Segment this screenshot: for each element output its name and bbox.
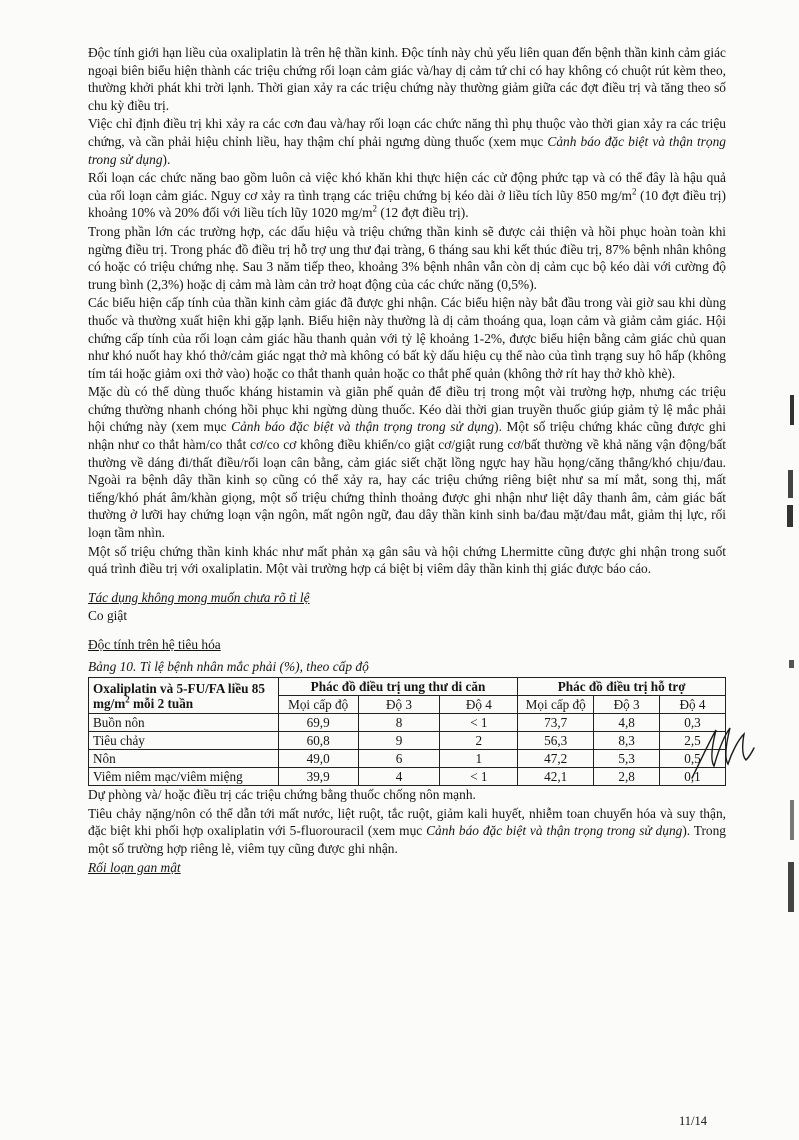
table-subheader: Độ 4 — [440, 696, 518, 714]
paragraph-other-neuro: Một số triệu chứng thần kinh khác như mất phản xạ gân sâu và hội chứng Lhermitte cũng được ghi nhận trong suốt quá trình điều trị với oxaliplatin. Một vài trường hợp cá biệt bị viêm dây thần kinh thị giác được báo cáo. — [88, 543, 726, 577]
cross-reference: Cảnh báo đặc biệt và thận trọng trong sử dụng — [426, 823, 683, 839]
table-corner-header: Oxaliplatin và 5-FU/FA liều 85 $mg/m^2$ mỗi 2 tuần — [89, 678, 279, 714]
table-group-metastatic: Phác đồ điều trị ung thư di căn — [278, 678, 518, 696]
cell: 0,3 — [660, 714, 726, 732]
row-label: Buồn nôn — [89, 714, 279, 732]
table-row — [89, 714, 726, 732]
cell: 73,7 — [518, 714, 594, 732]
signature-icon — [688, 722, 758, 782]
heading-gi-toxicity: Độc tính trên hệ tiêu hóa — [88, 637, 221, 652]
table-subheader: Độ 3 — [594, 696, 660, 714]
heading-unknown-frequency: Tác dụng không mong muốn chưa rõ tỉ lệ — [88, 589, 310, 605]
paragraph-acute-symptoms: Các biểu hiện cấp tính của thần kinh cảm giác đã được ghi nhận. Các biểu hiện này bắt đầu trong vài giờ sau khi dùng thuốc và thường xuất hiện khi gặp lạnh. Biểu hiện này thường là dị cảm thoáng qua, loạn cảm và giảm cảm giác. Hội chứng cấp tính của rối loạn cảm giác hầu thanh quản với tỷ lệ khoảng 1-2%, được biểu hiện bằng cảm giác chủ quan như khó nuốt hay khó thở/cảm giác ngạt thở mà không có bất kỳ dấu hiệu cụ thể nào của tình trạng suy hô hấp (không tím tái hoặc giảm oxi thở vào) hoặc co thắt thanh quản hoặc co thắt phế quản (không thở rít hay thở khò khè). — [88, 295, 726, 381]
cell: 69,9 — [278, 714, 358, 732]
paragraph-neurotoxicity-intro: Độc tính giới hạn liều của oxaliplatin là trên hệ thần kinh. Độc tính này chủ yếu liên quan đến bệnh thần kinh cảm giác ngoại biên biểu hiện thành các triệu chứng rối loạn cảm giác và/hay dị cảm tứ chi có hay không có chuột rút kèm theo, thường khởi phát khi trời lạnh. Thời gian xảy ra các triệu chứng này thường giảm giữa các đợt điều trị và tăng theo số chu kỳ điều trị. — [88, 45, 726, 113]
table-subheader: Mọi cấp độ — [518, 696, 594, 714]
table-row — [89, 768, 726, 786]
row-label: Tiêu chảy — [89, 732, 279, 750]
document-body — [88, 44, 726, 877]
cell: 1 — [440, 750, 518, 768]
table-row — [89, 750, 726, 768]
cell: 9 — [358, 732, 440, 750]
heading-hepatobiliary: Rối loạn gan mật — [88, 859, 181, 875]
cross-reference: Cảnh báo đặc biệt và thận trọng trong sử dụng — [231, 419, 495, 435]
cell: 8,3 — [594, 732, 660, 750]
paragraph-dose-adjustment: Việc chỉ định điều trị khi xảy ra các cơn đau và/hay rối loạn các chức năng thì phụ thuộc vào thời gian xảy ra các triệu chứng, và cần phải hiệu chỉnh liều, hay thậm chí phải ngưng dùng thuốc (xem mục Cảnh báo đặc biệt và thận trọng trong sử dụng). — [88, 116, 726, 167]
paragraph-severe-diarrhea: Tiêu chảy nặng/nôn có thể dẫn tới mất nước, liệt ruột, tắc ruột, giảm kali huyết, nhiễm toan chuyển hóa và suy thận, đặc biệt khi phối hợp oxaliplatin với 5-fluorouracil (xem mục Cảnh báo đặc biệt và thận trọng trong sử dụng). Trong một số trường hợp riêng lẻ, viêm tụy cũng được ghi nhận. — [88, 805, 726, 856]
row-label: Nôn — [89, 750, 279, 768]
cell: 2,8 — [594, 768, 660, 786]
scan-edge-artifacts — [778, 0, 799, 1140]
row-label: Viêm niêm mạc/viêm miệng — [89, 768, 279, 786]
cell: < 1 — [440, 768, 518, 786]
cell: 42,1 — [518, 768, 594, 786]
cell: 4 — [358, 768, 440, 786]
table-caption: Bảng 10. Tỉ lệ bệnh nhân mắc phải (%), theo cấp độ — [88, 658, 369, 674]
paragraph-antiemetic: Dự phòng và/ hoặc điều trị các triệu chứng bằng thuốc chống nôn mạnh. — [88, 787, 476, 803]
unknown-effect-item: Co giật — [88, 608, 128, 624]
cell: 47,2 — [518, 750, 594, 768]
cross-reference: Cảnh báo đặc biệt và thận trọng trong sử dụng — [88, 133, 726, 167]
gi-toxicity-table — [88, 677, 726, 786]
cell: 0,1 — [660, 768, 726, 786]
cell: < 1 — [440, 714, 518, 732]
paragraph-recovery: Trong phần lớn các trường hợp, các dấu hiệu và triệu chứng thần kinh sẽ được cải thiện và hồi phục hoàn toàn khi ngừng điều trị. Trong phác đồ điều trị hỗ trợ ung thư đại tràng, 6 tháng sau khi kết thúc điều trị, 87% bệnh nhân không có hoặc có triệu chứng nhẹ. Sau 3 năm tiếp theo, khoảng 3% bệnh nhân vẫn còn dị cảm cục bộ kéo dài với cường độ trung bình (2,3%) hoặc dị cảm mà làm cản trở hoạt động của các chức năng (0,5%). — [88, 223, 726, 292]
paragraph-treatment-other-symptoms: Mặc dù có thể dùng thuốc kháng histamin và giãn phế quản để điều trị trong một vài trường hợp, nhưng các triệu chứng thường nhanh chóng hồi phục khi ngừng dùng thuốc. Kéo dài thời gian truyền thuốc giúp giảm tỷ lệ mắc phải hội chứng này (xem mục Cảnh báo đặc biệt và thận trọng trong sử dụng). Một số triệu chứng khác cũng được ghi nhận như co thắt hàm/co thắt cơ/co cơ không điều khiển/co giật cơ/giật rung cơ/bất thường về khả năng vận động/bất thường về dáng đi/thất điều/rối loạn cân bằng, cảm giác siết chặt lồng ngực hay hầu họng/căng thẳng/khó chịu/đau. Ngoài ra bệnh dây thần kinh sọ cũng có thể xảy ra, hay các triệu chứng riêng biệt như sa mí mắt, song thị, mất tiếng/khó phát âm/khàn giọng, một số triệu chứng thỉnh thoảng được ghi nhận như liệt dây thanh âm, cảm giác bất thường ở lưỡi hay chứng loạn vận ngôn, mất ngôn ngữ, đau dây thần kinh sinh ba/đau mặt/đau mắt, giảm thị lực, rối loạn tầm nhìn. — [88, 384, 726, 541]
page-number: 11/14 — [678, 1114, 707, 1128]
cell: 56,3 — [518, 732, 594, 750]
paragraph-functional-disorders: Rối loạn các chức năng bao gồm luôn cả việc khó khăn khi thực hiện các cử động phức tạp và có thể đây là hậu quả của rối loạn cảm giác. Nguy cơ xảy ra tình trạng các triệu chứng bị kéo dài ở liều tích lũy 850 $mg/m^2$ (10 đợt điều trị) khoảng 10% và 20% đối với liều tích lũy 1020 $mg/m^2$ (12 đợt điều trị). — [88, 170, 726, 221]
cell: 6 — [358, 750, 440, 768]
cell: 4,8 — [594, 714, 660, 732]
cell: 49,0 — [278, 750, 358, 768]
cell: 60,8 — [278, 732, 358, 750]
table-row — [89, 732, 726, 750]
table-group-adjuvant: Phác đồ điều trị hỗ trợ — [518, 678, 726, 696]
table-subheader: Mọi cấp độ — [278, 696, 358, 714]
cell: 39,9 — [278, 768, 358, 786]
cell: 0,5 — [660, 750, 726, 768]
cell: 2,5 — [660, 732, 726, 750]
cell: 2 — [440, 732, 518, 750]
cell: 5,3 — [594, 750, 660, 768]
cell: 8 — [358, 714, 440, 732]
table-subheader: Độ 4 — [660, 696, 726, 714]
table-subheader: Độ 3 — [358, 696, 440, 714]
